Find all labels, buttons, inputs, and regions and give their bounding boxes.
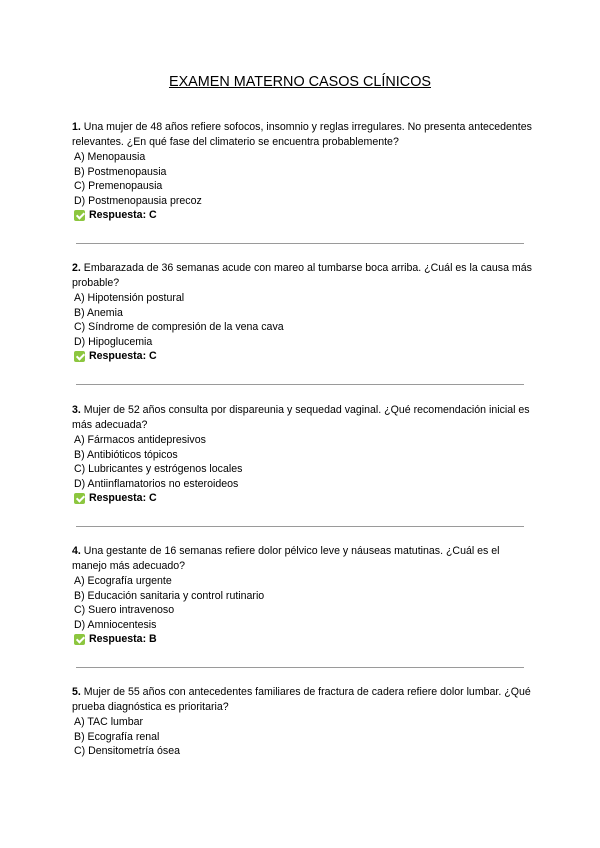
option-c: C) Síndrome de compresión de la vena cava xyxy=(74,321,284,334)
option-list xyxy=(72,715,532,759)
question-number: 2. xyxy=(72,262,81,274)
divider xyxy=(76,526,524,527)
question-3 xyxy=(72,403,532,506)
answer-label: Respuesta: C xyxy=(89,209,157,222)
divider xyxy=(76,384,524,385)
option-b: B) Anemia xyxy=(74,306,123,319)
option-b: B) Antibióticos tópicos xyxy=(74,448,178,461)
question-1 xyxy=(72,120,532,223)
option-a: A) Menopausia xyxy=(74,151,146,163)
option-d: D) Hipoglucemia xyxy=(74,335,153,348)
option-a: A) TAC lumbar xyxy=(74,716,144,728)
option-a: A) Hipotensión postural xyxy=(74,292,185,304)
answer-line xyxy=(72,491,532,506)
option-list xyxy=(72,150,532,208)
question-2 xyxy=(72,261,532,364)
question-stem: Una gestante de 16 semanas refiere dolor pélvico leve y náuseas matutinas. ¿Cuál es el manejo más adecuado? xyxy=(72,545,500,572)
option-list xyxy=(72,433,532,491)
option-list xyxy=(72,291,532,349)
check-mark-icon xyxy=(74,493,85,504)
check-mark-icon xyxy=(74,351,85,362)
option-a: A) Ecografía urgente xyxy=(74,575,172,587)
option-c: C) Densitometría ósea xyxy=(74,745,180,758)
option-d: D) Postmenopausia precoz xyxy=(74,194,202,207)
divider xyxy=(76,243,524,244)
option-c: C) Lubricantes y estrógenos locales xyxy=(74,463,243,476)
option-b: B) Educación sanitaria y control rutinario xyxy=(74,589,265,602)
check-mark-icon xyxy=(74,210,85,221)
option-c: C) Premenopausia xyxy=(74,180,163,193)
option-d: D) Amniocentesis xyxy=(74,618,157,631)
question-number: 1. xyxy=(72,121,81,133)
answer-label: Respuesta: B xyxy=(89,633,157,646)
question-text xyxy=(72,685,532,715)
question-stem: Embarazada de 36 semanas acude con mareo al tumbarse boca arriba. ¿Cuál es la causa más probable? xyxy=(72,262,532,289)
document-title: EXAMEN MATERNO CASOS CLÍNICOS xyxy=(168,74,431,90)
question-number: 5. xyxy=(72,686,81,698)
question-number: 3. xyxy=(72,404,81,416)
option-b: B) Postmenopausia xyxy=(74,165,167,178)
answer-line xyxy=(72,208,532,223)
question-text xyxy=(72,544,532,574)
question-text xyxy=(72,120,532,150)
check-mark-icon xyxy=(74,634,85,645)
option-list xyxy=(72,574,532,632)
option-a: A) Fármacos antidepresivos xyxy=(74,434,206,446)
option-d: D) Antiinflamatorios no esteroideos xyxy=(74,477,239,490)
divider xyxy=(76,667,524,668)
question-stem: Mujer de 55 años con antecedentes familiares de fractura de cadera refiere dolor lumbar. ¿Qué prueba diagnóstica es prioritaria? xyxy=(72,686,531,713)
question-number: 4. xyxy=(72,545,81,557)
option-b: B) Ecografía renal xyxy=(74,730,160,743)
answer-label: Respuesta: C xyxy=(89,492,157,505)
option-c: C) Suero intravenoso xyxy=(74,604,175,617)
question-4 xyxy=(72,544,532,647)
question-text xyxy=(72,403,532,433)
answer-label: Respuesta: C xyxy=(89,350,157,363)
answer-line xyxy=(72,632,532,647)
question-stem: Una mujer de 48 años refiere sofocos, insomnio y reglas irregulares. No presenta antecedentes relevantes. ¿En qué fase del climaterio se encuentra probablemente? xyxy=(72,121,532,148)
question-text xyxy=(72,261,532,291)
question-5 xyxy=(72,685,532,759)
question-stem: Mujer de 52 años consulta por dispareunia y sequedad vaginal. ¿Qué recomendación inicial es más adecuada? xyxy=(72,404,530,431)
answer-line xyxy=(72,349,532,364)
